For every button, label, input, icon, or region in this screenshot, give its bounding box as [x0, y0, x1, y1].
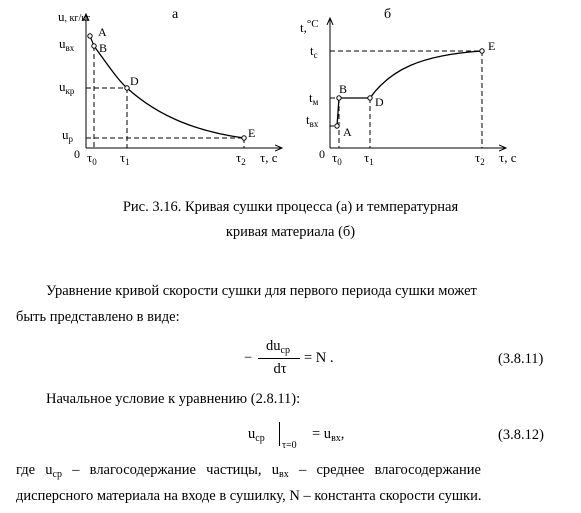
- eq2-bar-subscript: τ=0: [282, 440, 297, 451]
- figure-a-label-a: A: [98, 25, 107, 39]
- figure-caption-line-1: Рис. 3.16. Кривая сушки процесса (а) и температурная: [122, 199, 459, 215]
- figure-b-panel-label: б: [384, 7, 392, 22]
- figure-b-curve-de: [370, 51, 482, 98]
- figure-a-ytick-uvx: $u_{вх}$: [59, 36, 75, 53]
- equation-number-3-8-12: (3.8.12): [498, 427, 544, 443]
- figure-b-point-e: [480, 49, 484, 53]
- figure-a-label-d: D: [130, 74, 139, 88]
- figure-a-point-a: [88, 34, 92, 38]
- figure-b-y-axis-label: t,$^{^\circ С}$: [300, 18, 319, 35]
- figure-a-point-e: [242, 136, 246, 140]
- figure-a-xtick-tau2: $\tau_2$: [236, 150, 246, 167]
- paragraph-2: Начальное условие к уравнению (2.8.11):: [46, 391, 301, 407]
- figure-b-xtick-tau0: $\tau_0$: [332, 150, 342, 167]
- figure-b-x-axis-label: τ, с: [499, 150, 517, 165]
- figure-a-xtick-tau0: $\tau_0$: [87, 150, 97, 167]
- equation-denominator: dτ: [273, 361, 287, 377]
- figure-a-label-e: E: [248, 126, 256, 140]
- paragraph-1-line-2: быть представлено в виде:: [16, 309, 180, 325]
- paragraph-1-line-1: Уравнение кривой скорости сушки для первого периода сушки может: [46, 283, 477, 299]
- figure-b-label-b: B: [339, 82, 348, 96]
- figure-b-origin: 0: [319, 147, 325, 161]
- figure-a-ytick-up: $u_р$: [62, 127, 73, 144]
- equation-3-8-11: [244, 338, 384, 380]
- figure-b-ytick-tc: $t_с$: [310, 43, 318, 60]
- figure-b-label-d: D: [375, 95, 384, 109]
- figure-b-ytick-tm: $t_м$: [309, 90, 319, 107]
- figure-b-label-e: E: [488, 39, 496, 53]
- equation-number-3-8-11: (3.8.11): [498, 351, 544, 367]
- figure-a: [58, 7, 282, 167]
- figure-b-xtick-tau2: $\tau_2$: [475, 150, 485, 167]
- figure-a-panel-label: а: [172, 7, 179, 22]
- equation-rhs: = N .: [304, 350, 334, 366]
- equation-minus: −: [244, 350, 253, 366]
- figure-b-point-d: [368, 96, 372, 100]
- equation-numerator: $du_{ср}$: [266, 338, 290, 356]
- figures: [0, 0, 581, 180]
- figure-b-point-a: [335, 124, 339, 128]
- figure-b-xtick-tau1: $\tau_1$: [364, 150, 374, 167]
- figure-a-x-axis-label: τ, с: [260, 150, 278, 165]
- eq2-lhs: $u_{ср}$: [248, 426, 265, 444]
- figure-a-y-axis-label: u, кг/кг: [58, 9, 91, 24]
- figure-caption-line-2: кривая материала (б): [225, 224, 356, 240]
- figure-a-label-b: B: [99, 41, 108, 55]
- figure-a-point-d: [125, 86, 129, 90]
- equation-3-8-12: [248, 418, 408, 456]
- figure-b-point-b: [337, 96, 341, 100]
- figure-a-point-b: [92, 44, 96, 48]
- figure-a-curve-bde: [94, 46, 244, 138]
- figure-a-xtick-tau1: $\tau_1$: [120, 150, 130, 167]
- figure-a-ytick-ukr: $u_{кр}$: [59, 79, 75, 96]
- eq2-rhs: = $u_{вх}$,: [312, 426, 345, 444]
- figure-a-origin: 0: [74, 147, 80, 161]
- paragraph-3-line-1: где $u_{ср}$ – влагосодержание частицы, $u_{вх}$ – среднее влагосодержание: [16, 462, 481, 480]
- figure-b: [300, 7, 517, 167]
- paragraph-3-line-2: дисперсного материала на входе в сушилку, N – константа скорости сушки.: [16, 488, 482, 504]
- fraction-bar: [258, 358, 300, 359]
- eq2-evaluation-bar: [279, 422, 280, 446]
- figure-b-label-a: A: [343, 125, 352, 139]
- figure-b-ytick-tvx: $t_{вх}$: [306, 112, 319, 129]
